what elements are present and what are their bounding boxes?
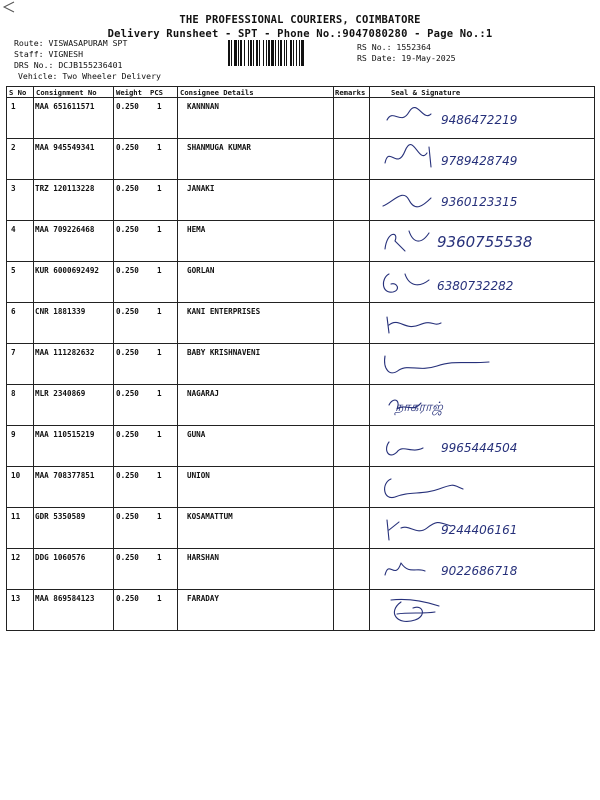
cell-sno: 12	[11, 553, 21, 562]
svg-text:6380732282: 6380732282	[437, 279, 514, 293]
cell-weight: 0.250	[116, 225, 139, 234]
cell-consignment: MAA 945549341	[35, 143, 95, 152]
route-label: Route: VISWASAPURAM SPT	[14, 38, 128, 48]
cell-consignment: MAA 708377851	[35, 471, 95, 480]
cell-pcs: 1	[157, 184, 162, 193]
barcode-image	[228, 40, 352, 66]
handwritten-signature-icon	[379, 225, 585, 259]
cell-pcs: 1	[157, 266, 162, 275]
cell-weight: 0.250	[116, 512, 139, 521]
row-divider	[7, 548, 594, 549]
cell-sno: 10	[11, 471, 21, 480]
cell-consignment: MAA 110515219	[35, 430, 95, 439]
cell-consignee: KANI ENTERPRISES	[187, 307, 261, 316]
row-divider	[7, 220, 594, 221]
signature-image	[379, 143, 585, 177]
cell-sno: 5	[11, 266, 16, 275]
cell-weight: 0.250	[116, 102, 139, 111]
svg-text:9789428749: 9789428749	[441, 154, 518, 168]
cell-sno: 3	[11, 184, 16, 193]
signature-image	[379, 184, 585, 218]
cell-weight: 0.250	[116, 389, 139, 398]
handwritten-signature-icon	[379, 553, 585, 587]
svg-text:9360123315: 9360123315	[441, 195, 518, 209]
cell-sno: 7	[11, 348, 16, 357]
row-divider	[7, 425, 594, 426]
vehicle-label: Vehicle: Two Wheeler Delivery	[18, 71, 161, 81]
cell-pcs: 1	[157, 225, 162, 234]
col-weight-header: Weight	[116, 88, 142, 97]
cell-consignment: MAA 111282632	[35, 348, 95, 357]
handwritten-signature-icon	[379, 471, 585, 505]
handwritten-signature-icon	[379, 266, 585, 300]
signature-image	[379, 430, 585, 464]
cell-consignee: FARADAY	[187, 594, 220, 603]
handwritten-signature-icon	[379, 430, 585, 464]
cell-sno: 2	[11, 143, 16, 152]
cell-weight: 0.250	[116, 348, 139, 357]
cell-consignee: KOSAMATTUM	[187, 512, 233, 521]
runsheet-subtitle: Delivery Runsheet - SPT - Phone No.:9047080280 - Page No.:1	[107, 28, 493, 40]
signature-image	[379, 102, 585, 136]
cell-consignee: SHANMUGA KUMAR	[187, 143, 252, 152]
cell-consignee: KANNNAN	[187, 102, 220, 111]
row-divider	[7, 507, 594, 508]
signature-image	[379, 594, 585, 628]
staff-label: Staff: VIGNESH	[14, 49, 84, 59]
company-title: THE PROFESSIONAL COURIERS, COIMBATORE	[179, 14, 421, 26]
handwritten-signature-icon	[379, 307, 585, 341]
rs-number: RS No.: 1552364	[357, 42, 431, 52]
handwritten-signature-icon	[379, 143, 585, 177]
cell-consignment: MAA 869584123	[35, 594, 95, 603]
row-divider	[7, 261, 594, 262]
cell-consignment: MAA 651611571	[35, 102, 95, 111]
corner-tick-icon	[2, 0, 16, 14]
cell-pcs: 1	[157, 553, 162, 562]
signature-image	[379, 225, 585, 259]
signature-image	[379, 307, 585, 341]
handwritten-signature-icon	[379, 348, 585, 382]
cell-weight: 0.250	[116, 184, 139, 193]
signature-image	[379, 266, 585, 300]
cell-consignee: HARSHAN	[187, 553, 220, 562]
row-divider	[7, 466, 594, 467]
handwritten-signature-icon	[379, 184, 585, 218]
row-divider	[7, 343, 594, 344]
cell-pcs: 1	[157, 143, 162, 152]
cell-sno: 4	[11, 225, 16, 234]
svg-text:9360755538: 9360755538	[437, 233, 533, 251]
signature-image	[379, 471, 585, 505]
col-pcs-header: PCS	[150, 88, 163, 97]
signature-image	[379, 348, 585, 382]
cell-pcs: 1	[157, 430, 162, 439]
svg-text:9244406161: 9244406161	[441, 523, 518, 537]
row-divider	[7, 589, 594, 590]
svg-text:9965444504: 9965444504	[441, 441, 518, 455]
svg-text:9486472219: 9486472219	[441, 113, 518, 127]
row-divider	[7, 384, 594, 385]
cell-sno: 1	[11, 102, 16, 111]
cell-consignment: TRZ 120113228	[35, 184, 95, 193]
row-divider	[7, 138, 594, 139]
col-consignment-header: Consignment No	[36, 88, 97, 97]
signature-image	[379, 389, 585, 423]
handwritten-signature-icon	[379, 594, 585, 628]
col-remarks-header: Remarks	[335, 88, 366, 97]
cell-weight: 0.250	[116, 553, 139, 562]
cell-consignment: DDG 1060576	[35, 553, 86, 562]
row-divider	[7, 630, 594, 631]
svg-text:9022686718: 9022686718	[441, 564, 518, 578]
cell-pcs: 1	[157, 512, 162, 521]
cell-consignee: HEMA	[187, 225, 206, 234]
col-consignee-header: Consignee Details	[180, 88, 254, 97]
cell-consignment: GDR 5350589	[35, 512, 86, 521]
cell-sno: 9	[11, 430, 16, 439]
cell-weight: 0.250	[116, 143, 139, 152]
cell-consignment: MLR 2340869	[35, 389, 86, 398]
signature-image	[379, 512, 585, 546]
cell-pcs: 1	[157, 389, 162, 398]
cell-consignee: GUNA	[187, 430, 206, 439]
cell-consignee: GORLAN	[187, 266, 215, 275]
cell-consignee: JANAKI	[187, 184, 215, 193]
cell-consignee: NAGARAJ	[187, 389, 220, 398]
cell-weight: 0.250	[116, 266, 139, 275]
cell-weight: 0.250	[116, 471, 139, 480]
signature-image	[379, 553, 585, 587]
cell-consignee: UNION	[187, 471, 210, 480]
cell-pcs: 1	[157, 594, 162, 603]
rs-date: RS Date: 19-May-2025	[357, 53, 456, 63]
col-sno-header: S No	[9, 88, 27, 97]
svg-text:நாகராஜ்: நாகராஜ்	[395, 400, 443, 415]
cell-pcs: 1	[157, 348, 162, 357]
cell-consignment: KUR 6000692492	[35, 266, 100, 275]
row-divider	[7, 302, 594, 303]
cell-pcs: 1	[157, 307, 162, 316]
drs-label: DRS No.: DCJB155236401	[14, 60, 123, 70]
cell-sno: 13	[11, 594, 21, 603]
cell-weight: 0.250	[116, 594, 139, 603]
cell-consignee: BABY KRISHNAVENI	[187, 348, 261, 357]
col-signature-header: Seal & Signature	[391, 88, 461, 97]
cell-weight: 0.250	[116, 307, 139, 316]
cell-sno: 11	[11, 512, 21, 521]
handwritten-signature-icon	[379, 102, 585, 136]
handwritten-signature-icon	[379, 389, 585, 423]
cell-sno: 8	[11, 389, 16, 398]
cell-pcs: 1	[157, 471, 162, 480]
cell-consignment: CNR 1881339	[35, 307, 86, 316]
cell-consignment: MAA 709226468	[35, 225, 95, 234]
cell-weight: 0.250	[116, 430, 139, 439]
handwritten-signature-icon	[379, 512, 585, 546]
cell-sno: 6	[11, 307, 16, 316]
runsheet-table	[6, 86, 595, 631]
cell-pcs: 1	[157, 102, 162, 111]
row-divider	[7, 179, 594, 180]
